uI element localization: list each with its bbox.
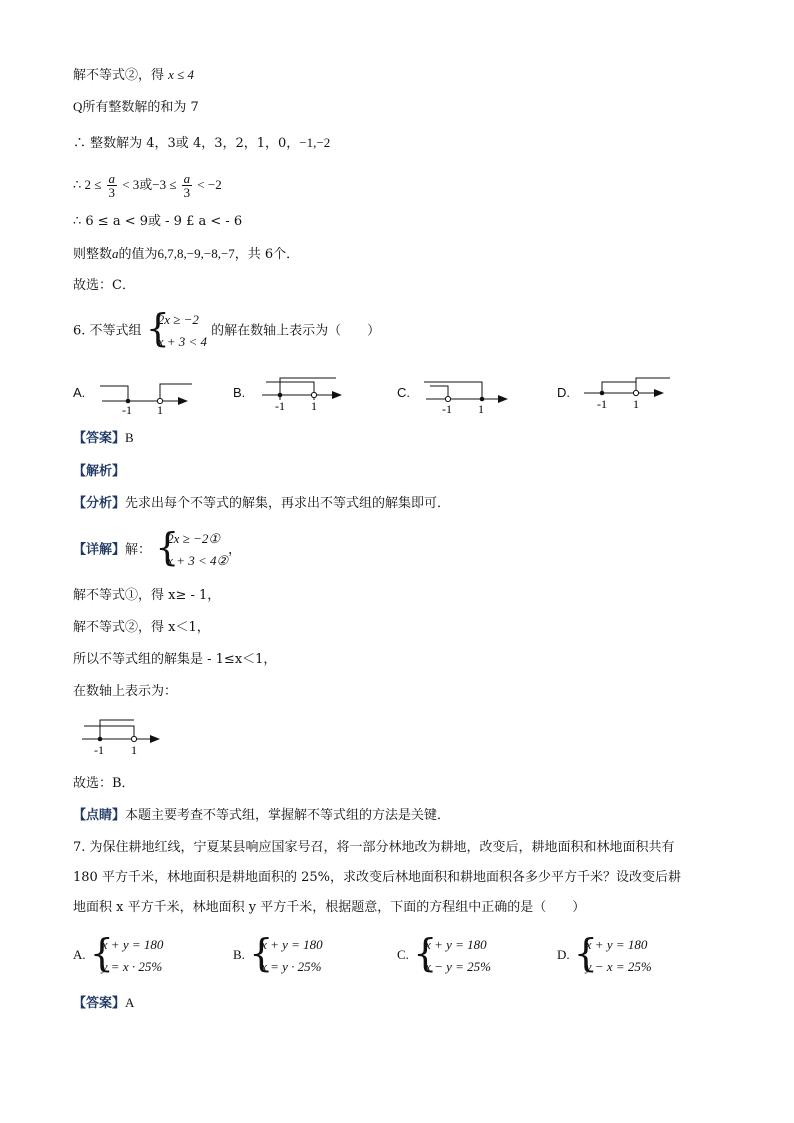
svg-text:-1: -1	[442, 402, 452, 416]
q7-option-b[interactable]: B. { x + y = 180 x = y · 25%	[233, 930, 323, 975]
svg-text:1: 1	[478, 402, 484, 416]
q6-detail-system: { 2x ≥ −2① x + 3 < 4②	[155, 525, 229, 569]
option-c-numberline[interactable]	[418, 372, 518, 416]
q6-step4: 在数轴上表示为：	[73, 684, 178, 699]
q6-step2: 解不等式②，得 x＜1，	[73, 620, 210, 635]
q7-option-c[interactable]: C. { x + y = 180 x − y = 25%	[397, 930, 491, 975]
q-icon: Q	[73, 99, 83, 114]
svg-text:-1: -1	[275, 399, 285, 413]
option-d-numberline[interactable]	[580, 372, 680, 416]
integer-sum-line: Q所有整数解的和为 7	[73, 99, 199, 115]
q7-option-a[interactable]: A. { x + y = 180 y = x · 25%	[73, 930, 164, 975]
svg-text:-1: -1	[122, 403, 132, 416]
integer-values-line: 则整数a的值为6,7,8,−9,−8,−7，共 6个．	[73, 246, 300, 262]
svg-text:1: 1	[131, 743, 137, 757]
q7-stem-2: 180 平方千米，林地面积是耕地面积的 25%，求改变后林地面积和耕地面积各多少平方千米？设改变后耕	[73, 870, 681, 885]
svg-text:1: 1	[157, 403, 163, 416]
q7-stem-1: 7. 为保住耕地红线，宁夏某县响应国家号召，将一部分林地改为耕地，改变后，耕地面积和林地面积共有	[73, 840, 675, 855]
q6-dianjing: 【点睛】本题主要考查不等式组，掌握解不等式组的方法是关键．	[73, 808, 451, 823]
option-c-label[interactable]: C.	[397, 385, 410, 400]
q6-system: { 2x ≥ −2 x + 3 < 4	[145, 306, 208, 350]
q7-stem-3: 地面积 x 平方千米，林地面积 y 平方千米，根据题意，下面的方程组中正确的是（ ）	[73, 900, 586, 915]
choose-c-line: 故选：C．	[73, 278, 135, 293]
option-a-numberline[interactable]	[92, 372, 202, 416]
q6-answer: 【答案】B	[73, 430, 134, 446]
q7-answer: 【答案】A	[73, 995, 135, 1011]
solve-ineq2-line: 解不等式②，得 x ≤ 4	[73, 67, 195, 83]
svg-text:-1: -1	[94, 743, 104, 757]
fraction-a-over-3: $\frac{a}{3}$	[183, 171, 191, 200]
solution-numberline	[78, 712, 168, 758]
option-b-label[interactable]: B.	[233, 385, 246, 400]
q6-fenxi: 【分析】先求出每个不等式的解集，再求出不等式组的解集即可．	[73, 496, 451, 511]
q6-stem: 6. 不等式组 { 2x ≥ −2 x + 3 < 4 的解在数轴上表示为（ ）	[73, 309, 380, 354]
svg-text:-1: -1	[597, 397, 607, 411]
fraction-a-over-3: $\frac{a}{3}$	[108, 171, 116, 200]
q6-step1: 解不等式①，得 x≥ - 1，	[73, 588, 221, 603]
q6-choose-b: 故选：B．	[73, 776, 135, 791]
q6-analysis-heading: 【解析】	[73, 464, 126, 479]
svg-text:1: 1	[311, 399, 317, 413]
svg-text:1: 1	[633, 397, 639, 411]
q7-option-d[interactable]: D. { x + y = 180 y − x = 25%	[557, 930, 652, 975]
q6-step3: 所以不等式组的解集是 - 1≤x＜1，	[73, 652, 277, 667]
option-b-numberline[interactable]	[258, 372, 348, 416]
option-d-label[interactable]: D.	[557, 385, 570, 400]
option-a-label[interactable]: A.	[73, 385, 86, 400]
fraction-inequality-line: ∴ 2 ≤ $\frac{a}{3}$ < 3或−3 ≤ $\frac{a}{3}$ < −2	[73, 171, 222, 200]
range-line: ∴ 6 ≤ a < 9或 - 9 £ a < - 6	[73, 214, 243, 229]
integer-solutions-line: ∴ 整数解为 4，3或 4，3，2，1，0，−1,−2	[73, 135, 331, 151]
q6-xiangjie: 【详解】解： { 2x ≥ −2① x + 3 < 4② ，	[73, 528, 241, 573]
